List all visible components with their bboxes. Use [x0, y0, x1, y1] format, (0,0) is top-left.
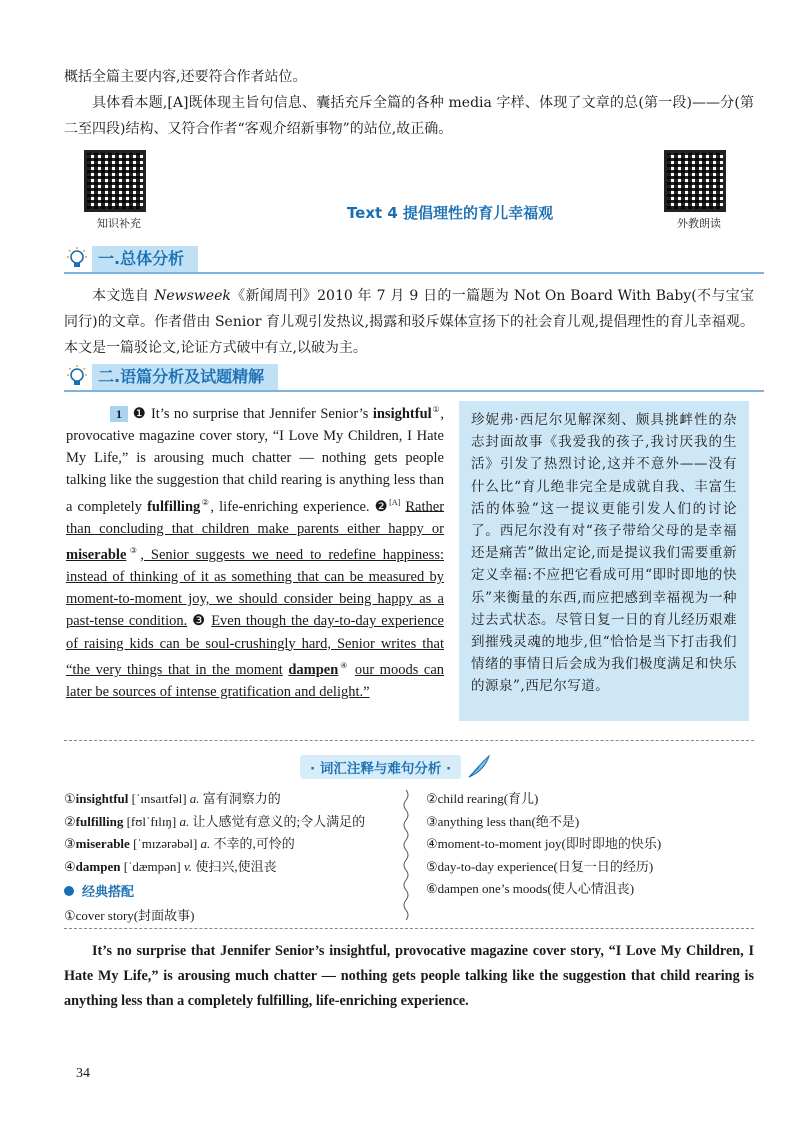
text-title: Text 4 提倡理性的育儿幸福观 — [346, 204, 554, 222]
intro-para2: 具体看本题,[A]既体现主旨句信息、囊括充斥全篇的各种 media 字样、体现了文章的总(第一段)——分(第二至四段)结构、又符合作者“客观介绍新事物”的站位,故正确。 — [64, 95, 754, 137]
vocab-left — [64, 788, 404, 927]
divider — [64, 928, 754, 929]
difficult-sentence: It’s no surprise that Jennifer Senior’s insightful, provocative magazine cover story, “I Love My Children, I Hate My Life,” is arousing much chatter — nothing gets people talking like the suggestion that child rearing is anything less than a completely fulfilling, life-enriching experience. — [64, 943, 754, 1009]
bullet-icon — [64, 886, 74, 896]
phrase-item: ②child rearing(育儿) — [426, 791, 539, 806]
sentence-3-number: ❸ — [192, 613, 207, 630]
page-number: 34 — [76, 1066, 90, 1081]
note-1: ① — [431, 405, 441, 414]
qr-right[interactable] — [664, 150, 734, 231]
vocab-right — [426, 788, 756, 901]
sentence-3a: Even though the day-to-day experience of raising kids can be soul-crushingly hard, Senior writes that “the very things that in the moment — [66, 613, 444, 678]
sentence-1b: , provocative magazine cover story, “I Love My Children, I Hate My Life,” is arousing much chatter — nothing gets people talking like the suggestion that child rearing is anything less than a completely — [66, 405, 445, 515]
paragraph-number: 1 — [110, 406, 128, 422]
answer-mark: [A] — [389, 497, 401, 507]
vocab-item: ②fulfilling [fʊlˈfɪlɪŋ] a. 让人感觉有意义的;令人满足的 — [64, 813, 366, 829]
source-name: Newsweek — [154, 288, 231, 304]
sentence-3b: our moods can later be sources of intense gratification and delight.” — [66, 661, 445, 700]
passage-paragraph — [66, 399, 444, 703]
phrase-item: ⑤day-to-day experience(日复一日的经历) — [426, 858, 654, 874]
sentence-2b: , Senior suggests we need to redefine happiness: instead of thinking of it as something that can be measured by moment-to-moment joy, we should consider being happy as a past-tense condition. — [66, 546, 445, 630]
vocab-item: ③miserable [ˈmɪzərəbəl] a. 不幸的,可怜的 — [64, 836, 295, 851]
section1-paragraph — [64, 283, 754, 361]
phrase-item: ④moment-to-moment joy(即时即地的快乐) — [426, 836, 662, 851]
section1-header — [64, 246, 764, 274]
note-3: ③ — [126, 545, 141, 555]
word-fulfilling[interactable]: fulfilling — [147, 498, 201, 515]
note-4: ④ — [338, 660, 350, 670]
qr-code-icon — [664, 150, 726, 212]
sentence-1a: It’s no surprise that Jennifer Senior’s — [150, 405, 369, 422]
qr-code-icon — [84, 150, 146, 212]
phrase-item: ⑥dampen one’s moods(使人心情沮丧) — [426, 881, 635, 896]
intro-line1: 概括全篇主要内容,还要符合作者站位。 — [64, 69, 307, 85]
divider — [64, 740, 754, 741]
vocab-header: · 词汇注释与难句分析 · — [300, 755, 461, 779]
lightbulb-icon — [64, 246, 90, 272]
section1-p2: 《新闻周刊》2010 年 7 月 9 日的一篇题为 Not On Board With Baby(不与宝宝同行)的文章。作者借由 Senior 育儿观引发热议,揭露和驳斥媒体宣扬下的社会育儿观,提倡理性的育儿幸福观。本文是一篇驳论文,论证方式破中有立,以破为主。 — [64, 288, 754, 356]
word-dampen[interactable]: dampen — [288, 661, 339, 678]
sentence-1-number: ❶ — [132, 405, 147, 422]
sentence-2-number: ❷ — [374, 498, 390, 515]
sentence-1c: , life-enriching experience. — [210, 498, 370, 515]
vocab-header-wrap — [300, 753, 493, 781]
vocab-item: ④dampen [ˈdæmpən] v. 使扫兴,使沮丧 — [64, 858, 277, 874]
collocation-item: ①cover story(封面故事) — [64, 907, 195, 923]
feather-pen-icon — [465, 753, 493, 781]
phrase-item: ③anything less than(绝不是) — [426, 813, 580, 829]
qr-left[interactable] — [84, 150, 154, 231]
word-insightful[interactable]: insightful — [372, 405, 432, 422]
vocab-item: ①insightful [ˈɪnsaɪtfəl] a. 富有洞察力的 — [64, 791, 281, 806]
section1-p1: 本文选自 — [92, 288, 150, 304]
collocation-heading: 经典搭配 — [64, 882, 404, 905]
note-2: ② — [200, 497, 211, 507]
section2-header — [64, 364, 764, 392]
section1-title: 一.总体分析 — [92, 246, 198, 272]
qr-left-label: 知识补充 — [97, 217, 141, 230]
wavy-divider — [400, 790, 412, 920]
translation-box: 珍妮弗·西尼尔见解深刻、颇具挑衅性的杂志封面故事《我爱我的孩子,我讨厌我的生活》引发了热烈讨论,这并不意外——没有什么比“育儿绝非完全是成就自我、丰富生活的体验”这一提议更能引发人们的讨论了。西尼尔没有对“孩子带给父母的是幸福还是痛苦”做出定论,而是提议我们需要重新定义幸福:不应把它看成可用“即时即地的快乐”来衡量的东西,而应把感到幸福视为一种过去式状态。尽管日复一日的育儿经历艰难到摧残灵魂的地步,但“恰恰是当下打击我们情绪的事情日后会成为我们极度满足和快乐的源泉”,西尼尔写道。 — [459, 401, 749, 721]
section2-title: 二.语篇分析及试题精解 — [92, 364, 278, 390]
lightbulb-icon — [64, 364, 90, 390]
word-miserable[interactable]: miserable — [66, 546, 127, 563]
sentence-2a: Rather than concluding that children make parents either happy or — [66, 498, 445, 537]
qr-right-label: 外教朗读 — [677, 217, 721, 230]
